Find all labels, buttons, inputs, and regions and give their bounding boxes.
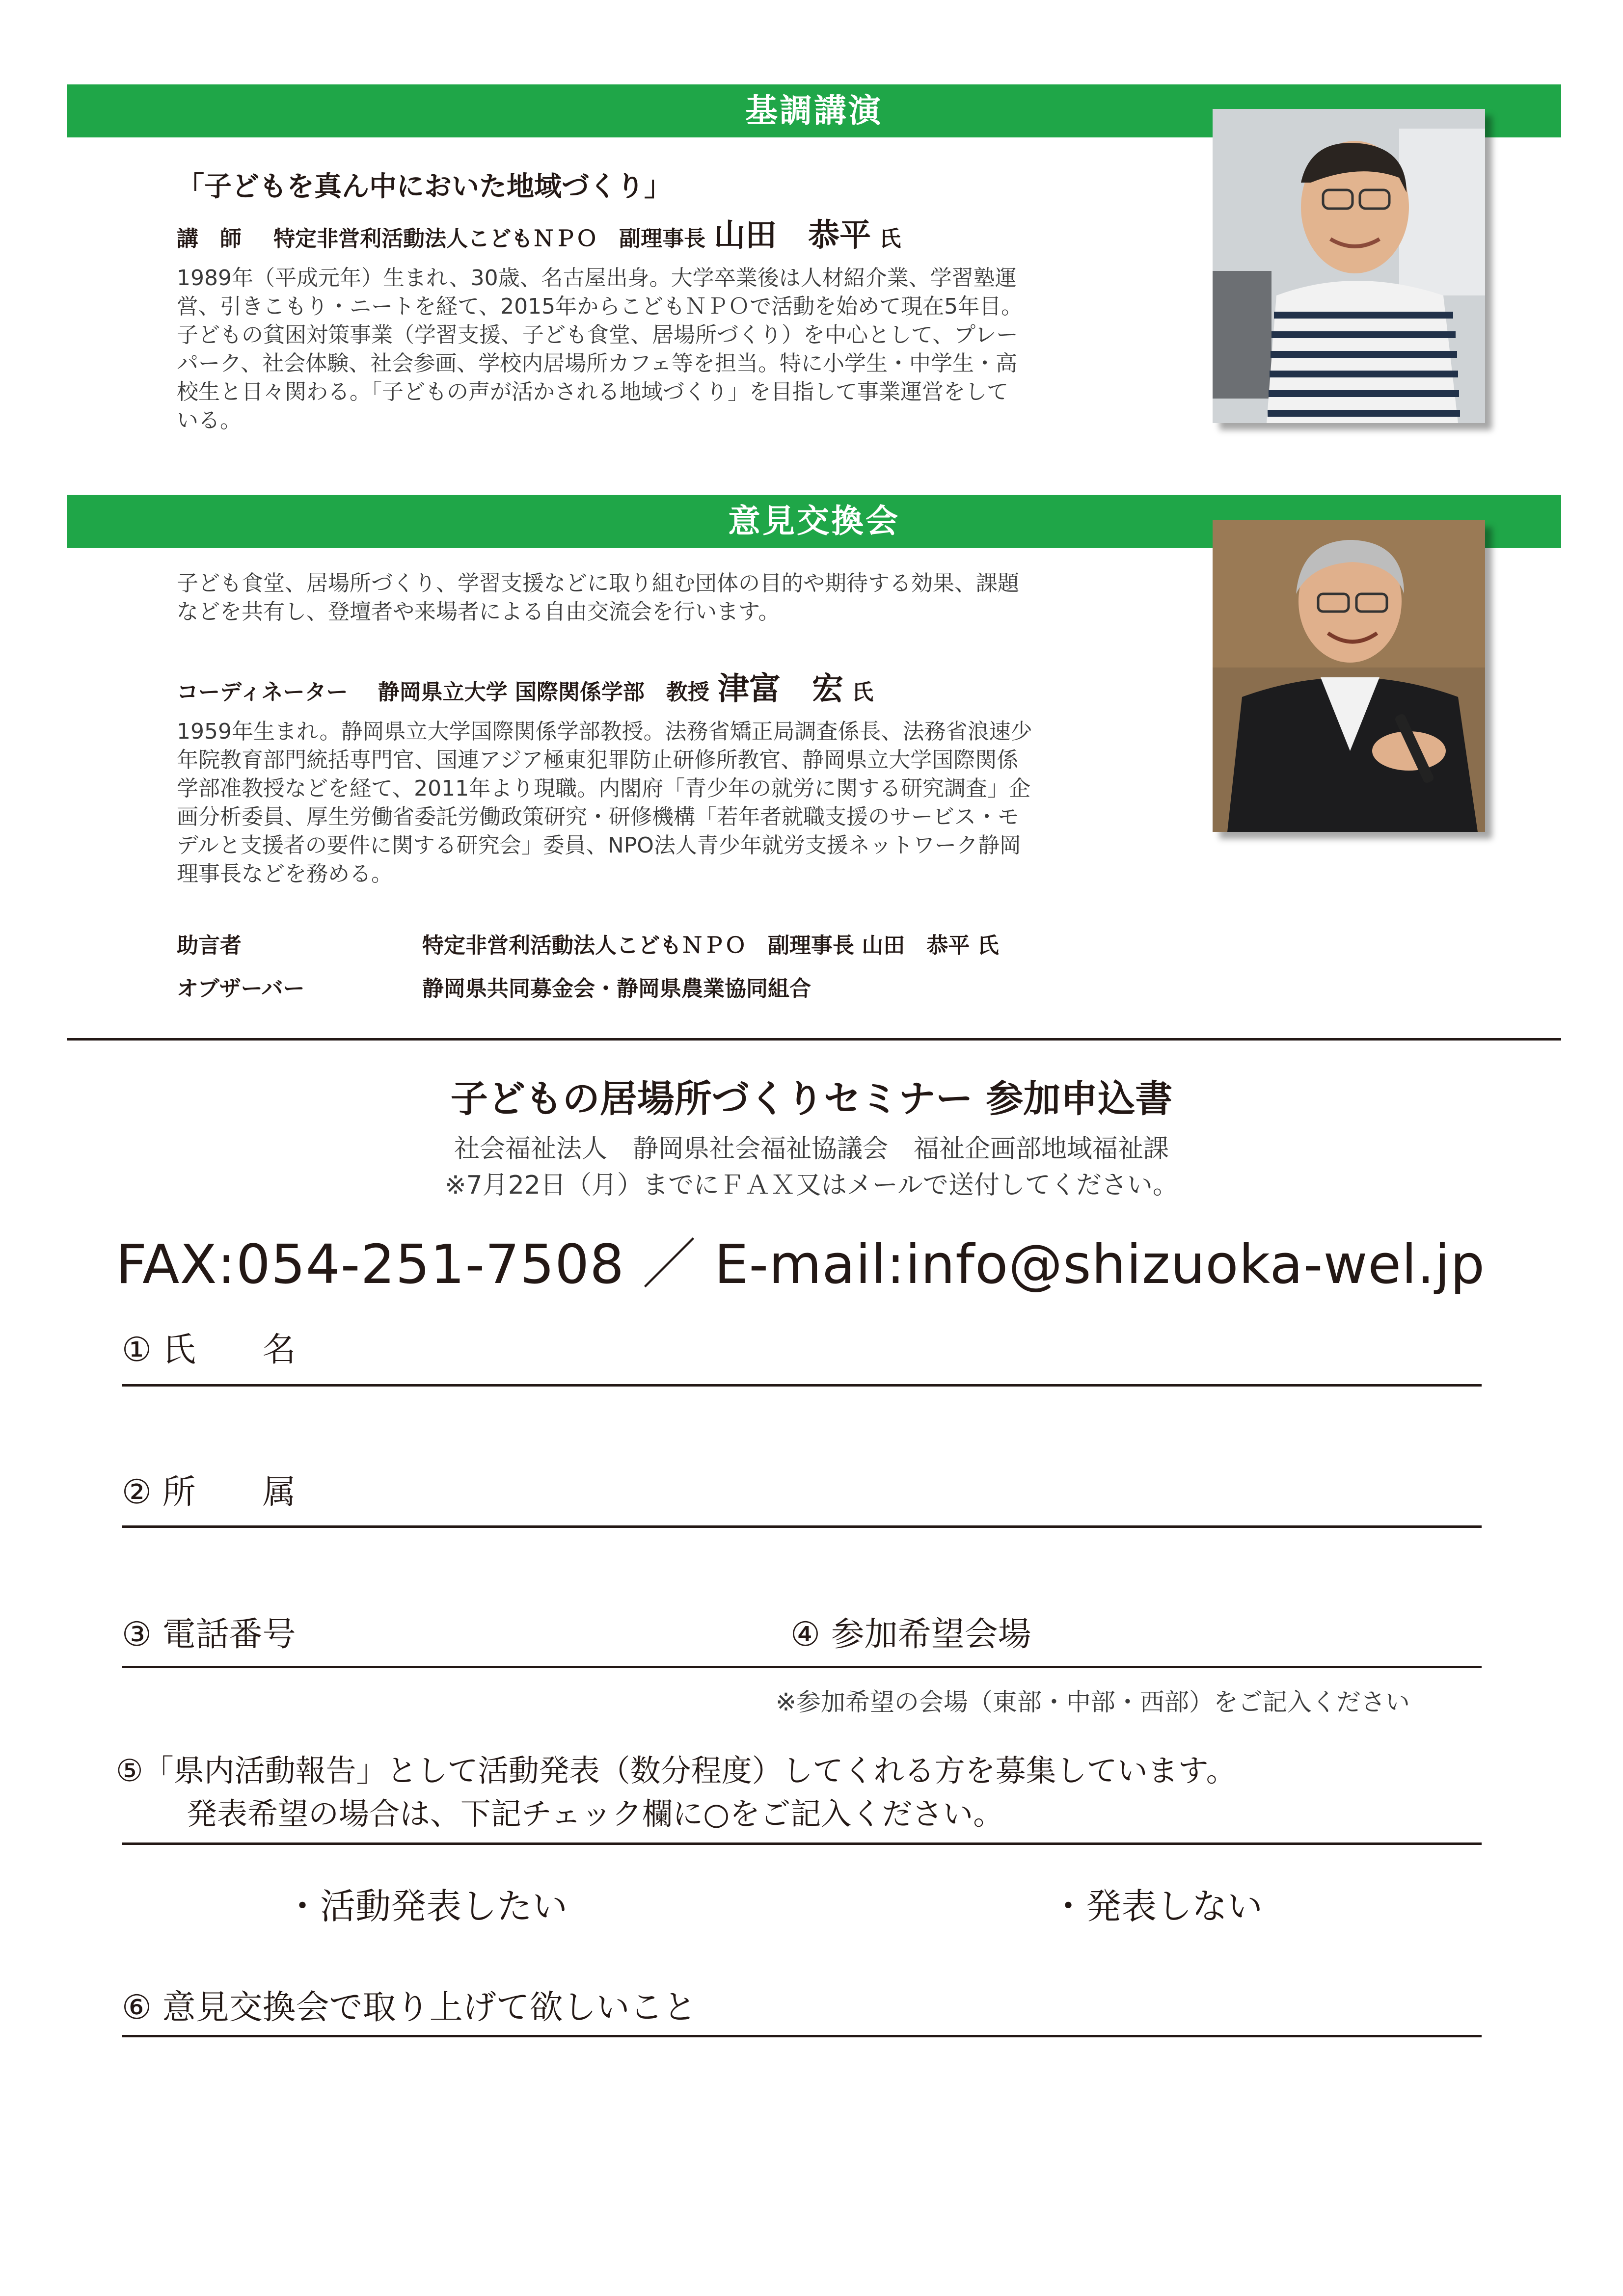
name-label: ① 氏 名: [122, 1331, 296, 1369]
speaker-org: 特定非営利活動法人こどもＮＰＯ 副理事長: [273, 226, 706, 251]
adviser-value: 特定非営利活動法人こどもＮＰＯ 副理事長 山田 恭平 氏: [422, 933, 999, 958]
coordinator-line: [177, 664, 873, 709]
option-not-present[interactable]: ・発表しない: [1051, 1886, 1263, 1927]
coordinator-name: 津富 宏: [718, 671, 843, 707]
bio-line: 1989年（平成元年）生まれ、30歳、名古屋出身。大学卒業後は人材紹介業、学習塾運: [177, 266, 1017, 291]
coordinator-honorific: 氏: [852, 680, 874, 705]
bio-line: 子どもの貧困対策事業（学習支援、子ども食堂、居場所づくり）を中心として、プレー: [177, 322, 1018, 347]
keynote-speaker-line: [177, 210, 901, 255]
coordinator-role: コーディネーター: [177, 680, 348, 705]
q6-label: ⑥ 意見交換会で取り上げて欲しいこと: [122, 1988, 697, 2027]
venue-label: ④ 参加希望会場: [790, 1615, 1031, 1654]
section-divider: [67, 1038, 1561, 1041]
coordinator-bio: [177, 718, 1168, 888]
bio-line: パーク、社会体験、社会参画、学校内居場所カフェ等を担当。特に小学生・中学生・高: [177, 351, 1018, 376]
q5-line2: 発表希望の場合は、下記チェック欄に○をご記入ください。: [187, 1796, 1004, 1832]
coordinator-org: 静岡県立大学 国際関係学部 教授: [378, 680, 709, 705]
q6-field[interactable]: [122, 2035, 1482, 2037]
observer-label: オブザーバー: [177, 976, 305, 1001]
phone-venue-field[interactable]: [122, 1666, 1482, 1668]
bio-line: 理事長などを務める。: [177, 861, 393, 886]
intro-line: 子ども食堂、居場所づくり、学習支援などに取り組む団体の目的や期待する効果、課題: [177, 571, 1019, 596]
q5-line1: ⑤「県内活動報告」として活動発表（数分程度）してくれる方を募集しています。: [116, 1753, 1237, 1789]
bio-line: 画分析委員、厚生労働省委託労働政策研究・研修機構「若年者就職支援のサービス・モ: [177, 804, 1019, 829]
bio-line: デルと支援者の要件に関する研究会」委員、NPO法人青少年就労支援ネットワーク静岡: [177, 833, 1021, 858]
bio-line: 校生と日々関わる。「子どもの声が活かされる地域づくり」を目指して事業運営をして: [177, 379, 1008, 404]
speaker-role: 講 師: [177, 226, 242, 251]
bio-line: 年院教育部門統括専門官、国連アジア極東犯罪防止研修所教官、静岡県立大学国際関係: [177, 748, 1019, 773]
exchange-intro: [177, 569, 1168, 626]
coordinator-photo: [1213, 520, 1485, 832]
name-field[interactable]: [122, 1384, 1482, 1387]
keynote-bio: [177, 264, 1168, 435]
phone-label: ③ 電話番号: [122, 1615, 296, 1654]
exchange-band-title: 意見交換会: [728, 502, 900, 540]
bio-line: 営、引きこもり・ニートを経て、2015年からこどもＮＰＯで活動を始めて現在5年目。: [177, 294, 1023, 319]
keynote-band-title: 基調講演: [745, 92, 883, 130]
adviser-label: 助言者: [177, 933, 242, 958]
keynote-talk-title: 「子どもを真ん中においた地域づくり」: [177, 171, 672, 203]
speaker-honorific: 氏: [879, 226, 901, 251]
venue-note: ※参加希望の会場（東部・中部・西部）をご記入ください: [776, 1688, 1410, 1716]
intro-line: などを共有し、登壇者や来場者による自由交流会を行います。: [177, 599, 780, 624]
keynote-speaker-photo: [1213, 109, 1485, 423]
speaker-name: 山田 恭平: [714, 217, 871, 254]
bio-line: いる。: [177, 408, 242, 433]
contact-line: FAX:054-251-7508 ／ E-mail:info@shizuoka-wel.jp: [116, 1233, 1486, 1296]
bio-line: 1959年生まれ。静岡県立大学国際関係学部教授。法務省矯正局調査係長、法務省浪速少: [177, 719, 1032, 744]
bio-line: 学部准教授などを経て、2011年より現職。内閣府「青少年の就労に関する研究調査」企: [177, 776, 1031, 801]
observer-value: 静岡県共同募金会・静岡県農業協同組合: [422, 976, 811, 1001]
form-deadline: ※7月22日（月）までにＦＡＸ又はメールで送付してください。: [445, 1171, 1178, 1200]
q5-divider: [122, 1842, 1482, 1845]
affiliation-label: ② 所 属: [122, 1473, 296, 1512]
form-org: 社会福祉法人 静岡県社会福祉協議会 福祉企画部地域福祉課: [454, 1134, 1169, 1164]
affiliation-field[interactable]: [122, 1525, 1482, 1528]
form-title: 子どもの居場所づくりセミナー 参加申込書: [450, 1077, 1173, 1121]
option-present[interactable]: ・活動発表したい: [285, 1886, 568, 1927]
